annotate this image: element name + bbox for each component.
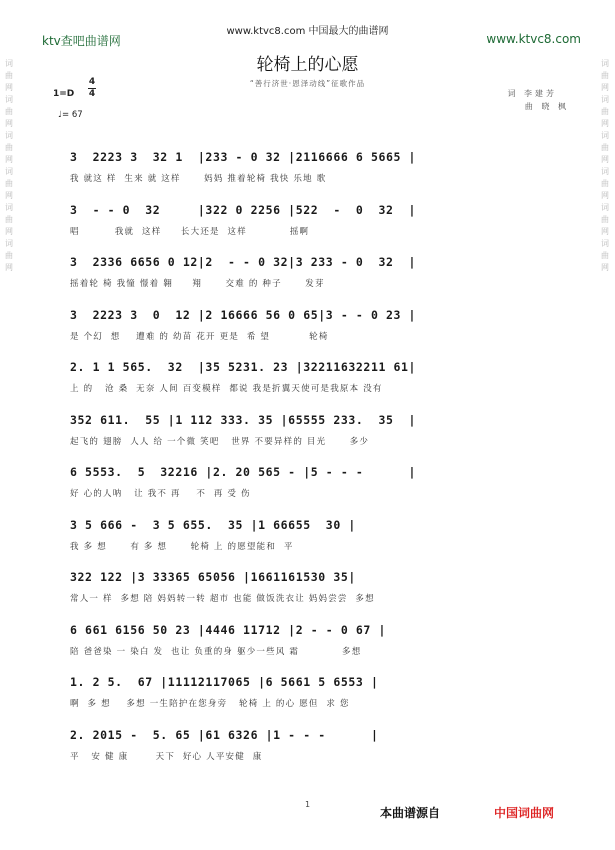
site-url-right: www.ktvc8.com [486, 32, 581, 46]
score-row-lyrics: 陪 爸爸染 一 染白 发 也让 负重的身 躯少一些风 霜 多想 [70, 646, 362, 657]
score-row-notes: 3 5 666 - 3 5 655. 35 |1 66655 30 | [70, 517, 356, 532]
score-row-notes: 6 661 6156 50 23 |4446 11712 |2 - - 0 67 | [70, 622, 386, 637]
watermark-right: 词曲网词曲网词曲网词曲网词曲网词曲网 [601, 59, 609, 272]
site-url-banner: www.ktvc8.com 中国最大的曲谱网 [226, 26, 389, 37]
score-row-lyrics: 我 就这 样 生来 就 这样 妈妈 推着轮椅 我快 乐地 歌 [70, 174, 327, 184]
score-row-notes: 3 2336 6656 0 12|2 - - 0 32|3 233 - 0 32 | [70, 255, 417, 269]
score-row-lyrics: 常人一 样 多想 陪 妈妈转一转 超市 也能 做饭洗衣让 妈妈尝尝 多想 [70, 594, 375, 604]
song-subtitle: “善行济世·恩泽动线”征歌作品 [249, 79, 366, 88]
score-row-lyrics: 平 安 健 康 天下 好心 人平安健 康 [70, 751, 263, 762]
time-signature [88, 77, 96, 100]
tempo-marking: ♩= 67 [58, 110, 83, 120]
composer-credit: 曲 晓 枫 [524, 102, 569, 111]
score-row-notes: 322 122 |3 33365 65056 |1661161530 35| [70, 570, 356, 584]
score-row-notes: 3 2223 3 32 1 |233 - 0 32 |2116666 6 5665 | [70, 150, 417, 164]
score-row-notes: 352 611. 55 |1 112 333. 35 |65555 233. 35 | [70, 412, 417, 427]
score-row-notes: 2. 1 1 565. 32 |35 5231. 23 |32211632211 61| [70, 360, 417, 374]
score-row-lyrics: 摇着轮 椅 我憧 憬着 翱 翔 交难 的 种子 发芽 [70, 279, 325, 289]
watermark-left: 词曲网词曲网词曲网词曲网词曲网词曲网 [5, 59, 13, 272]
site-logo-left: ktv查吧曲谱网 [42, 34, 121, 48]
score-row-notes: 2. 2015 - 5. 65 |61 6326 |1 - - - | [70, 727, 379, 742]
score-row-lyrics: 好 心的人呐 让 我不 再 不 再 受 伤 [70, 489, 251, 499]
score-row-notes: 3 2223 3 0 12 |2 16666 56 0 65|3 - - 0 23 | [70, 307, 417, 322]
score-row-lyrics: 啊 多 想 多想 一生陪护在您身旁 轮椅 上 的心 愿但 求 您 [70, 699, 350, 709]
score-row-lyrics: 我 多 想 有 多 想 轮椅 上 的愿望能和 平 [70, 541, 294, 552]
song-title: 轮椅上的心愿 [256, 55, 359, 75]
score-row-lyrics: 上 的 沧 桑 无奈 人间 百变模样 都说 我是折翼天使可是我原本 没有 [70, 384, 383, 394]
source-label: 本曲谱源自 [380, 806, 441, 820]
page-number: 1 [305, 800, 311, 809]
score-row-lyrics: 起飞的 翅膀 人人 给 一个微 笑吧 世界 不要异样的 目光 多少 [70, 436, 370, 447]
time-signature-top: 4 [88, 77, 96, 87]
source-site: 中国词曲网 [494, 806, 555, 820]
score-row-notes: 6 5553. 5 32216 |2. 20 565 - |5 - - - | [70, 465, 417, 479]
time-signature-bottom: 4 [88, 89, 96, 99]
score-row-notes: 3 - - 0 32 |322 0 2256 |522 - 0 32 | [70, 202, 417, 217]
score-row-lyrics: 唱 我就 这样 长大还是 这样 摇啊 [70, 226, 310, 237]
score-row-notes: 1. 2 5. 67 |11112117065 |6 5661 5 6553 | [70, 675, 379, 689]
lyricist-credit: 词 李建芳 [507, 89, 557, 98]
key-signature: 1=D [53, 89, 75, 99]
score-row-lyrics: 是 个幻 想 遭难 的 幼苗 花开 更是 希 望 轮椅 [70, 331, 329, 342]
